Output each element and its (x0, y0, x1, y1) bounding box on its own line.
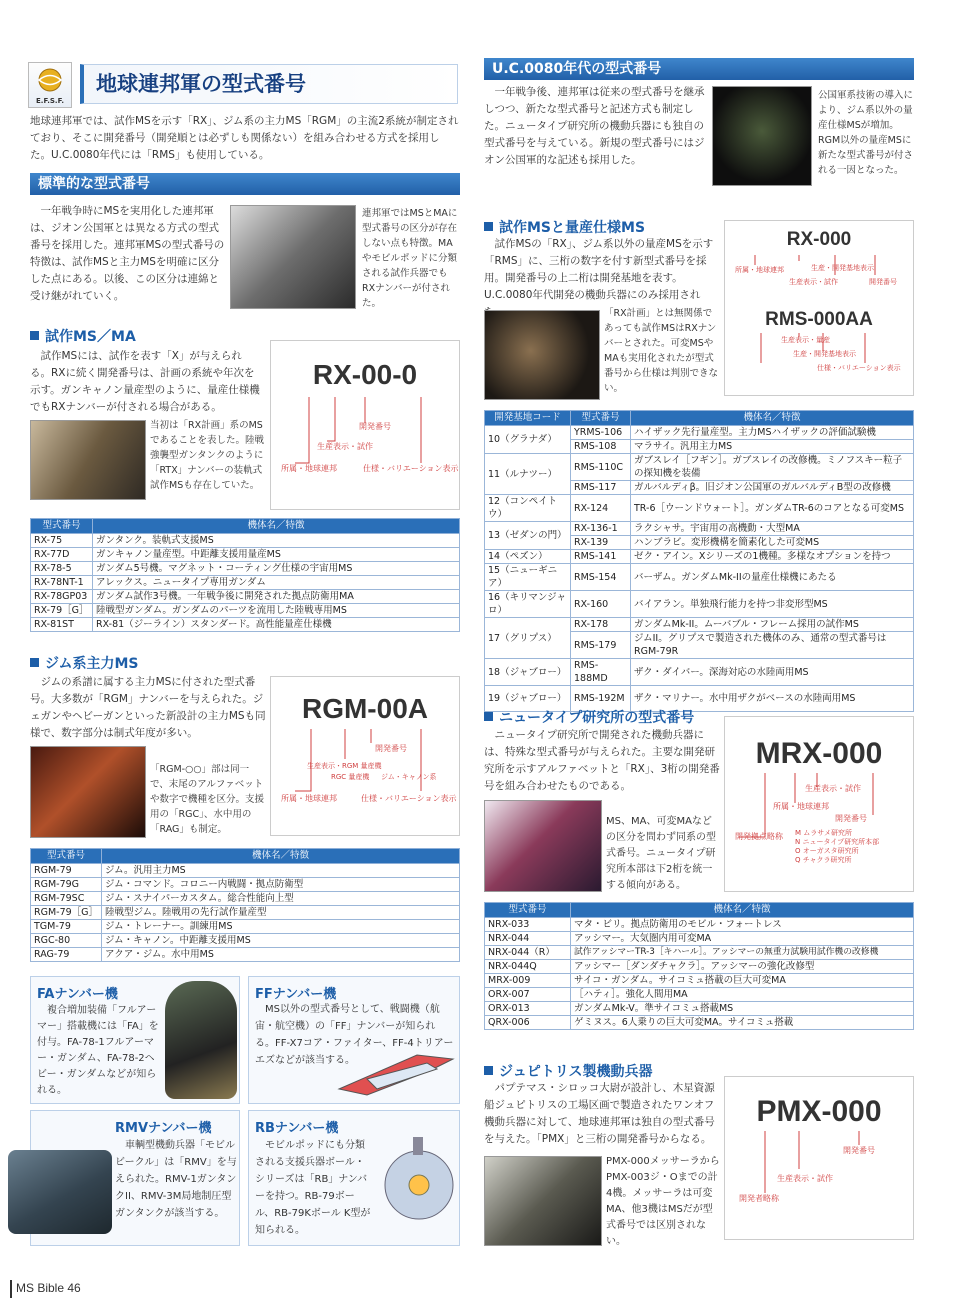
rmv-title: RMVナンバー機 (115, 1121, 212, 1136)
table-cell: 11（ルナツー） (485, 454, 571, 495)
table-cell: RMS-110C (571, 454, 631, 481)
nt-code-box (724, 716, 914, 892)
proto-th-name: 機体名／特徴 (93, 519, 460, 534)
table-cell: ORX-007 (485, 988, 571, 1002)
table-cell: ORX-013 (485, 1002, 571, 1016)
rms-code-brackets (725, 221, 913, 397)
table-cell: RX-139 (571, 536, 631, 550)
table-cell: RX-78GP03 (31, 590, 93, 604)
gm-caption: 「RGM-○○」部は同一で、末尾のアルファベットや数字で機種を区分。支援用の「RGC」、水中用の「RAG」も制定。 (150, 764, 265, 835)
gm-code: RGM-00A (301, 693, 428, 724)
table-row (485, 1002, 914, 1016)
rms-label-var: 仕様・バリエーション表示 (817, 364, 901, 372)
table-cell: ガンダム5号機。マグネット・コーティング仕様の宇宙用MS (93, 562, 460, 576)
nt-lab-item: M ムラサメ研究所 (795, 829, 852, 837)
table-cell: MRX-009 (485, 974, 571, 988)
table-cell: RMS-117 (571, 481, 631, 495)
gm-code-box (270, 676, 460, 836)
gm-label-owner: 所属・地球連邦 (281, 794, 337, 803)
nt-lab-item: N ニュータイプ研究所本部 (795, 838, 880, 846)
ff-fighter-icon (337, 1049, 457, 1099)
table-row (485, 918, 914, 932)
proto-label-owner: 所属・地球連邦 (281, 464, 337, 473)
efsf-emblem-icon (35, 67, 65, 93)
table-cell: NRX-044Q (485, 960, 571, 974)
table-cell: RGM-79SC (31, 892, 102, 906)
gm-label-var2: ジム・キャノン系 (381, 773, 437, 781)
jupi-title: ジュピトリス製機動兵器 (499, 1064, 653, 1080)
jupi-text: パプテマス・シロッコ大尉が設計し、木星資源船ジュピトリスの工場区画で製造されたワンオフ機動兵器に対して、地球連邦軍は独自の型式番号を与えた。「PMX」と三桁の開発番号からなる。 (484, 1082, 715, 1145)
rms-th-base: 開発基地コード (485, 411, 571, 426)
table-cell: 17（グリプス） (485, 618, 571, 659)
standard-photo (230, 205, 356, 309)
table-row (485, 426, 914, 440)
page-number: MS Bible 46 (16, 1281, 81, 1295)
jupi-code-box (724, 1076, 914, 1240)
jupi-code: PMX-000 (756, 1095, 882, 1128)
rms-header (484, 218, 645, 238)
nt-photo (484, 800, 602, 892)
table-cell: ザク・マリナー。水中用ザクがベースの水陸両用MS (631, 686, 914, 712)
table-cell: 15（ニューギニア） (485, 564, 571, 591)
nt-label-dev: 開発番号 (835, 814, 867, 823)
rmv-photo (8, 1150, 112, 1234)
jupi-label-dev: 開発番号 (843, 1146, 875, 1155)
table-cell: RX-78-5 (31, 562, 93, 576)
table-row (31, 892, 460, 906)
table-cell: ガルバルディβ。旧ジオン公国軍のガルバルディB型の改修機 (631, 481, 914, 495)
gm-table (30, 848, 460, 962)
table-cell: RAG-79 (31, 948, 102, 962)
table-cell: 19（ジャブロー） (485, 686, 571, 712)
nt-caption: MS、MA、可変MAなどの区分を問わず同系の型式番号。ニュータイプ研究所本部は下2桁を統一する傾向がある。 (606, 816, 716, 891)
table-cell: RX-81ST (31, 618, 93, 632)
table-row (31, 878, 460, 892)
proto-code: RX-00-0 (312, 359, 418, 390)
table-cell: RMS-108 (571, 440, 631, 454)
table-cell: ハンブラビ。変形機構を簡素化した可変MS (631, 536, 914, 550)
table-cell: ゲミヌス。6人乗りの巨大可変MA。サイコミュ搭載 (571, 1016, 914, 1030)
rb-title: RBナンバー機 (255, 1121, 339, 1136)
table-row (485, 495, 914, 522)
table-cell: RMS-192M (571, 686, 631, 712)
proto-title: 試作MS／MA (45, 329, 136, 345)
proto-label-dev: 開発番号 (359, 422, 391, 431)
gm-label-var: 仕様・バリエーション表示 (361, 794, 457, 803)
table-cell: TR-6［ウーンドウォート］。ガンダムTR-6のコアとなる可変MS (631, 495, 914, 522)
rms-th-name: 機体名／特徴 (631, 411, 914, 426)
proto-caption: 当初は「RX計画」系のMSであることを表した。陸戦強襲型ガンタンクのように「RTX」ナンバーの装軌式試作MSも存在していた。 (150, 420, 265, 491)
table-cell: RX-136-1 (571, 522, 631, 536)
page-title: 地球連邦軍の型式番号 (80, 64, 458, 104)
table-cell: ザク・ダイバー。深海対応の水陸両用MS (631, 659, 914, 686)
gm-title: ジム系主力MS (45, 656, 139, 672)
table-cell: RX-160 (571, 591, 631, 618)
emblem (28, 62, 72, 108)
table-cell: RMS-179 (571, 632, 631, 659)
uc80-photo (712, 86, 812, 186)
ff-box (248, 976, 460, 1104)
proto-text: 試作MSには、試作を表す「X」が与えられる。RXに続く開発番号は、計画の系統や年次を示す。ガンキャノン量産型のように、量産仕様機でもRXナンバーが付される場合がある。 (30, 350, 260, 413)
square-bullet-icon (30, 331, 39, 340)
table-cell: RX-75 (31, 534, 93, 548)
rms-label-trial: 生産表示・試作 (789, 278, 838, 286)
gm-text: ジムの系譜に属する主力MSに付された型式番号。大多数が「RGM」ナンバーを与えられた。ジェガンやヘビーガンといった新設計の主力MSも同様で、数字部分は制式年度が多い。 (30, 676, 266, 739)
nt-lab-item: Q チャクラ研究所 (795, 856, 852, 864)
square-bullet-icon (30, 658, 39, 667)
table-row (31, 604, 460, 618)
table-cell: ジム・コマンド。コロニー内戦闘・拠点防衛型 (102, 878, 460, 892)
table-cell: バイアラン。単独飛行能力を持つ非変形型MS (631, 591, 914, 618)
proto-th-code: 型式番号 (31, 519, 93, 534)
table-row (31, 920, 460, 934)
table-cell: 13（ゼダンの門） (485, 522, 571, 550)
table-cell: QRX-006 (485, 1016, 571, 1030)
proto-label-var: 仕様・バリエーション表示 (363, 464, 459, 473)
table-cell: RMS-188MD (571, 659, 631, 686)
table-cell: ガンダム試作3号機。一年戦争後に開発された拠点防衛用MA (93, 590, 460, 604)
table-cell: ガンダムMk-V。準サイコミュ搭載MS (571, 1002, 914, 1016)
table-cell: TGM-79 (31, 920, 102, 934)
table-cell: 10（グラナダ） (485, 426, 571, 454)
rms-label-owner: 所属・地球連邦 (735, 266, 784, 274)
table-row (31, 576, 460, 590)
table-row (31, 534, 460, 548)
table-row (485, 591, 914, 618)
table-cell: 試作アッシマーTR-3［キハール］。アッシマーの無重力試験用試作機の改修機 (571, 946, 914, 960)
table-cell: アレックス。ニュータイプ専用ガンダム (93, 576, 460, 590)
table-cell: RX-78NT-1 (31, 576, 93, 590)
jupi-label-owner: 開発者略称 (739, 1194, 779, 1203)
table-cell: RX-77D (31, 548, 93, 562)
nt-th-code: 型式番号 (485, 903, 571, 918)
table-cell: RX-81（ジーライン）スタンダード。高性能量産仕様機 (93, 618, 460, 632)
rb-text: モビルポッドにも分類される支援兵器ボール・シリーズは「RB」ナンバーを持つ。RB-79ボール、RB-79Kボール K型が知られる。 (255, 1140, 371, 1236)
table-row (485, 960, 914, 974)
table-cell: サイコ・ガンダム。サイコミュ搭載の巨大可変MA (571, 974, 914, 988)
table-cell: ハイザック先行量産型。主力MSハイザックの評価試験機 (631, 426, 914, 440)
table-cell: 12（コンペイトウ） (485, 495, 571, 522)
table-cell: 18（ジャブロー） (485, 659, 571, 686)
rms-label-dev: 開発番号 (869, 278, 897, 286)
rms-caption: 「RX計画」とは無関係であっても試作MSはRXナンバーとされた。可変MSやMAも実用化されたが型式番号から仕様は判別できない。 (604, 308, 719, 394)
gm-label-prod: 生産表示・RGM 量産機 (307, 762, 382, 770)
table-cell: RX-79［G］ (31, 604, 93, 618)
table-cell: ゼク・アイン。Xシリーズの1機種。多様なオプションを持つ (631, 550, 914, 564)
fa-photo (165, 981, 237, 1099)
proto-label-prod: 生産表示・試作 (317, 442, 373, 451)
table-row (485, 932, 914, 946)
table-cell: バーザム。ガンダムMk-IIの量産仕様機にあたる (631, 564, 914, 591)
table-cell: 陸戦型ジム。陸戦用の先行試作量産型 (102, 906, 460, 920)
table-cell: NRX-033 (485, 918, 571, 932)
fa-box (30, 976, 240, 1104)
table-row (485, 454, 914, 481)
table-cell: ジムII。グリプスで製造された機体のみ、通常の型式番号はRGM-79R (631, 632, 914, 659)
nt-text: ニュータイプ研究所で開発された機動兵器には、特殊な型式番号が与えられた。主要な開発研究所を示すアルファベットと「RX」、3桁の開発番号を組み合わせたものである。 (484, 729, 720, 792)
rms-photo (484, 310, 600, 400)
table-cell: ジム・トレーナー。訓練用MS (102, 920, 460, 934)
table-row (485, 522, 914, 536)
table-cell: RGM-79G (31, 878, 102, 892)
table-row (31, 548, 460, 562)
rms-label-prod: 生産・開発基地表示 (811, 264, 874, 272)
nt-lab-item: O オーガスタ研究所 (795, 847, 859, 855)
table-cell: ［ハティ］。強化人間用MA (571, 988, 914, 1002)
nt-label-owner: 所属・地球連邦 (773, 802, 829, 811)
nt-code: MRX-000 (755, 737, 883, 770)
table-row (485, 659, 914, 686)
nt-th-name: 機体名／特徴 (571, 903, 914, 918)
table-row (485, 988, 914, 1002)
table-cell: ラクシャサ。宇宙用の高機動・大型MA (631, 522, 914, 536)
jupi-caption: PMX-000メッサーラからPMX-003ジ・Oまでの計4機。メッサーラは可変MA、他3機はMSだが型式番号では区別されない。 (606, 1156, 720, 1247)
rms-code-box (724, 220, 914, 396)
table-cell: RMS-141 (571, 550, 631, 564)
gm-label-prod2: RGC 量産機 (331, 773, 370, 781)
ff-title: FFナンバー機 (255, 987, 337, 1002)
table-row (485, 946, 914, 960)
standard-caption: 連邦軍ではMSとMAに型式番号の区分が存在しない点も特徴。MAやモビルポッドに分類される試作兵器でもRXナンバーが付された。 (362, 208, 458, 309)
ff-text: MS以外の型式番号として、戦闘機（航宙・航空機）の「FF」ナンバーが知られる。FF-X7コア・ファイター、FF-4トリアーエズなどが該当する。 (255, 1004, 454, 1066)
gm-label-dev: 開発番号 (375, 744, 407, 753)
table-cell: ガブスレイ［フギン］。ガブスレイの改修機。ミノフスキー粒子の探知機を装備 (631, 454, 914, 481)
table-cell: RGC-80 (31, 934, 102, 948)
nt-lab-list (795, 829, 879, 865)
jupi-label-trial: 生産表示・試作 (777, 1174, 833, 1183)
nt-label-trial: 生産表示・試作 (805, 784, 861, 793)
table-cell: RGM-79 (31, 864, 102, 878)
table-cell: RMS-154 (571, 564, 631, 591)
jupi-code-brackets (725, 1131, 913, 1241)
rb-ball-icon (377, 1137, 457, 1237)
rms-label-prod2: 生産表示・量産 (781, 336, 830, 344)
proto-code-box (270, 340, 460, 510)
table-row (31, 948, 460, 962)
table-cell: RX-178 (571, 618, 631, 632)
table-cell: ジム。汎用主力MS (102, 864, 460, 878)
table-cell: ガンキャノン量産型。中距離支援用量産MS (93, 548, 460, 562)
footer-rule (10, 1280, 12, 1298)
table-cell: ジム・キャノン。中距離支援用MS (102, 934, 460, 948)
table-row (31, 590, 460, 604)
table-row (31, 934, 460, 948)
section-uc80-header: U.C.0080年代の型式番号 (484, 58, 914, 80)
gm-th-name: 機体名／特徴 (102, 849, 460, 864)
table-row (485, 618, 914, 632)
table-cell: 陸戦型ガンダム。ガンダムのパーツを流用した陸戦専用MS (93, 604, 460, 618)
table-row (485, 974, 914, 988)
table-row (485, 550, 914, 564)
table-cell: NRX-044 (485, 932, 571, 946)
rms-code1: RX-000 (786, 229, 852, 250)
proto-table (30, 518, 460, 632)
gm-photo (30, 746, 146, 838)
rms-th-code: 型式番号 (571, 411, 631, 426)
table-cell: 16（キリマンジャロ） (485, 591, 571, 618)
uc80-caption: 公国軍系技術の導入により、ジム系以外の量産仕様MSが増加。RGM以外の量産MSに新たな型式番号が付される一因となった。 (818, 90, 914, 176)
table-cell: アッシマー［ダンダチャクラ］。アッシマーの強化改修型 (571, 960, 914, 974)
proto-photo (30, 420, 146, 500)
table-cell: RGM-79［G］ (31, 906, 102, 920)
rms-code2: RMS-000AA (765, 309, 873, 330)
rms-table (484, 410, 914, 712)
emblem-label: E.F.S.F. (36, 97, 64, 105)
gm-header (30, 654, 138, 674)
table-row (485, 564, 914, 591)
nt-table (484, 902, 914, 1030)
table-cell: ガンダムMk-II。ムーバブル・フレーム採用の試作MS (631, 618, 914, 632)
jupi-header (484, 1062, 652, 1082)
rms-text: 試作MSの「RX」、ジム系以外の量産MSを示す「RMS」に、三桁の数字を付す新型式番号を採用。開発番号の上二桁は開発基地を表す。U.C.0080年代開発の機動兵器にのみ採用され (484, 238, 714, 301)
uc80-text: 一年戦争後、連邦軍は従来の型式番号を継承しつつ、新たな型式番号と記述方式も制定した。ニュータイプ研究所の機動兵器にも独自の型式番号を与えている。新規の型式番号にはジオン公国軍的な記述も採用した。 (484, 86, 705, 166)
table-row (485, 1016, 914, 1030)
nt-header (484, 708, 694, 728)
table-cell: 14（ペズン） (485, 550, 571, 564)
table-row (31, 906, 460, 920)
square-bullet-icon (484, 712, 493, 721)
table-cell: RX-124 (571, 495, 631, 522)
table-cell: マタ・ビリ。拠点防衛用のモビル・フォートレス (571, 918, 914, 932)
table-row (31, 618, 460, 632)
rmv-text: 車輌型機動兵器「モビルビークル」は「RMV」を与えられた。RMV-1ガンタンクII、RMV-3M局地制圧型ガンタンクが該当する。 (115, 1140, 237, 1219)
table-row (31, 562, 460, 576)
table-cell: ジム・スナイパーカスタム。総合性能向上型 (102, 892, 460, 906)
nt-label-lab: 開発拠点略称 (735, 832, 783, 841)
rms-title: 試作MSと量産仕様MS (499, 220, 646, 236)
nt-title: ニュータイプ研究所の型式番号 (499, 710, 695, 726)
section-standard-header: 標準的な型式番号 (30, 173, 460, 195)
table-row (31, 864, 460, 878)
rb-box (248, 1110, 460, 1246)
fa-title: FAナンバー機 (37, 987, 118, 1002)
square-bullet-icon (484, 222, 493, 231)
table-cell: マラサイ。汎用主力MS (631, 440, 914, 454)
table-cell: アッシマー。大気圏内用可変MA (571, 932, 914, 946)
table-cell: ガンタンク。装軌式支援MS (93, 534, 460, 548)
jupi-photo (484, 1156, 602, 1246)
table-cell: NRX-044（R） (485, 946, 571, 960)
square-bullet-icon (484, 1066, 493, 1075)
intro-text: 地球連邦軍では、試作MSを示す「RX」、ジム系の主力MS「RGM」の主流2系統が制定されており、そこに開発番号（開発順とは必ずしも関係ない）を組み合わせる方式を採用した。U.C.0080年代には「RMS」も使用している。 (30, 115, 459, 161)
standard-text: 一年戦争時にMSを実用化した連邦軍は、ジオン公国軍とは異なる方式の型式番号を採用した。連邦軍MSの型式番号の特徴は、試作MSと主力MSを明確に区分した点にある。以後、この区分は連綿と受け継がれていく。 (30, 205, 225, 302)
table-cell: アクア・ジム。水中用MS (102, 948, 460, 962)
gm-th-code: 型式番号 (31, 849, 102, 864)
proto-header (30, 327, 136, 347)
fa-text: 複合増加装備「フルアーマー」搭載機には「FA」を付与。FA-78-1フルアーマー・ガンダム、FA-78-2ヘビー・ガンダムなどが知られる。 (37, 1005, 159, 1096)
rms-label-base: 生産・開発基地表示 (793, 350, 856, 358)
table-cell: YRMS-106 (571, 426, 631, 440)
